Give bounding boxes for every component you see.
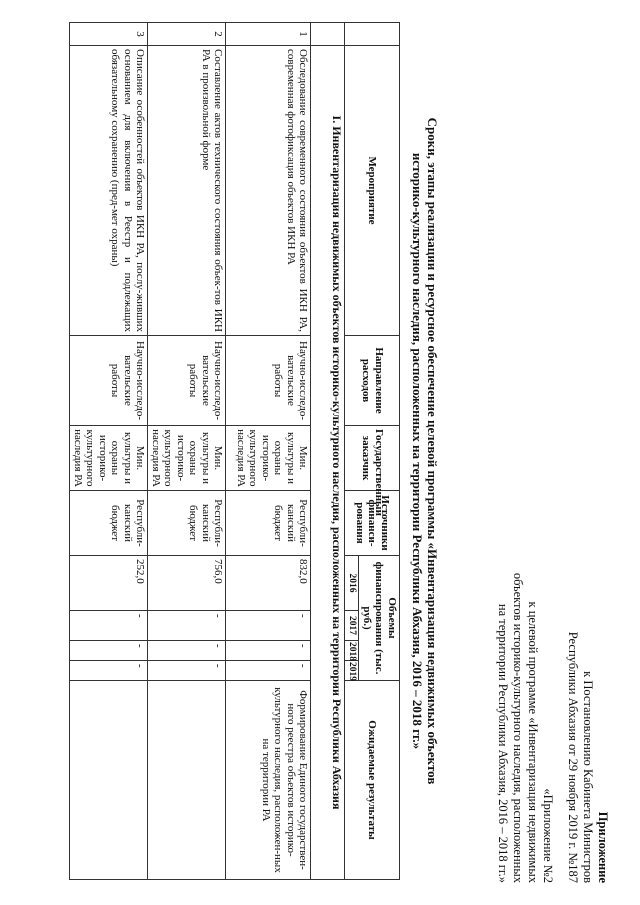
value-2016: 252,0 bbox=[70, 556, 148, 611]
value-2019: - bbox=[226, 661, 311, 681]
section-title: I. Инвентаризация недвижимых объектов историко-культурного наследия, расположенных на территории Республики Абхазия bbox=[311, 46, 345, 880]
activity-cell: Обследование современного состояния объектов ИКН РА, современная фотофиксация объектов ИКН РА bbox=[226, 46, 311, 336]
value-2019: - bbox=[148, 661, 226, 681]
volumes-header: Объемы финансирования (тыс. руб.) bbox=[359, 556, 400, 681]
appendix-title: Приложение bbox=[596, 811, 610, 883]
num-header bbox=[345, 23, 400, 46]
source-cell: Республи-канский бюджет bbox=[70, 491, 148, 556]
appendix-subline: на территории Республики Абхазия, 2016 – 2018 гг.» bbox=[496, 603, 510, 883]
activity-header: Мероприятие bbox=[345, 46, 400, 336]
appendix-line: Республики Абхазия от 29 ноября 2019 г. №187 bbox=[566, 631, 580, 883]
appendix-subline: к целевой программе «Инвентаризация недвижимых bbox=[526, 601, 540, 883]
value-2017: - bbox=[226, 611, 311, 641]
results-header: Ожидаемые результаты bbox=[345, 681, 400, 880]
year-header: 2017 bbox=[345, 611, 359, 641]
activity-cell: Составление актов технического состояния объек-тов ИКН РА в произвольной форме bbox=[148, 46, 226, 336]
results-cell bbox=[70, 681, 148, 880]
value-2018: - bbox=[148, 641, 226, 661]
results-cell bbox=[148, 681, 226, 880]
customer-cell: Мин. культуры и охраны историко-культурного наследия РА bbox=[70, 426, 148, 491]
customer-header: Государственный заказчик bbox=[345, 426, 400, 491]
activity-cell: Описание особенностей объектов ИКН РА, послу-живших основанием для включения в Реестр и подлежащих обязательному сохранению (пред-мет охраны) bbox=[70, 46, 148, 336]
table-row bbox=[148, 23, 226, 880]
year-header: 2019 bbox=[345, 661, 359, 681]
appendix-line: к Постановлению Кабинета Министров bbox=[581, 671, 595, 883]
value-2017: - bbox=[148, 611, 226, 641]
value-2018: - bbox=[70, 641, 148, 661]
direction-cell: Научно-исследо-вательские работы bbox=[226, 336, 311, 426]
appendix-subline: объектов историко-культурного наследия, расположенных bbox=[511, 572, 525, 883]
value-2019: - bbox=[70, 661, 148, 681]
row-number: 3 bbox=[70, 23, 148, 46]
title-line: историко-культурного наследия, расположенных на территории Республики Абхазия, 2016 – 2018 гг.» bbox=[410, 152, 425, 750]
results-cell: Формирование Единого государствен-ного реестра объектов историко-культурного наследия, расположен-ных на территории РА bbox=[226, 681, 311, 880]
direction-cell: Научно-исследо-вательские работы bbox=[148, 336, 226, 426]
header-row bbox=[359, 23, 400, 880]
direction-header: Направление расходов bbox=[345, 336, 400, 426]
program-table bbox=[70, 22, 401, 880]
appendix-subline: «Приложение №2 bbox=[541, 788, 555, 883]
sources-header: Источники финанси-рования bbox=[345, 491, 400, 556]
customer-cell: Мин. культуры и охраны историко-культурного наследия РА bbox=[148, 426, 226, 491]
title-line: Сроки, этапы реализации и ресурсное обеспечение целевой программы «Инвентаризация недвижимых объектов bbox=[425, 117, 440, 785]
year-header: 2018 bbox=[345, 641, 359, 661]
year-header: 2016 bbox=[345, 556, 359, 611]
table-row bbox=[226, 23, 311, 880]
customer-cell: Мин. культуры и охраны историко-культурного наследия РА bbox=[226, 426, 311, 491]
section-row bbox=[311, 23, 345, 880]
value-2017: - bbox=[70, 611, 148, 641]
row-number: 1 bbox=[226, 23, 311, 46]
document-title bbox=[410, 22, 440, 880]
direction-cell: Научно-исследо-вательские работы bbox=[70, 336, 148, 426]
value-2018: - bbox=[226, 641, 311, 661]
row-number: 2 bbox=[148, 23, 226, 46]
value-2016: 832,0 bbox=[226, 556, 311, 611]
table-row bbox=[70, 23, 148, 880]
value-2016: 756,0 bbox=[148, 556, 226, 611]
source-cell: Республи-канский бюджет bbox=[148, 491, 226, 556]
appendix-block bbox=[495, 573, 610, 883]
source-cell: Республи-канский бюджет bbox=[226, 491, 311, 556]
